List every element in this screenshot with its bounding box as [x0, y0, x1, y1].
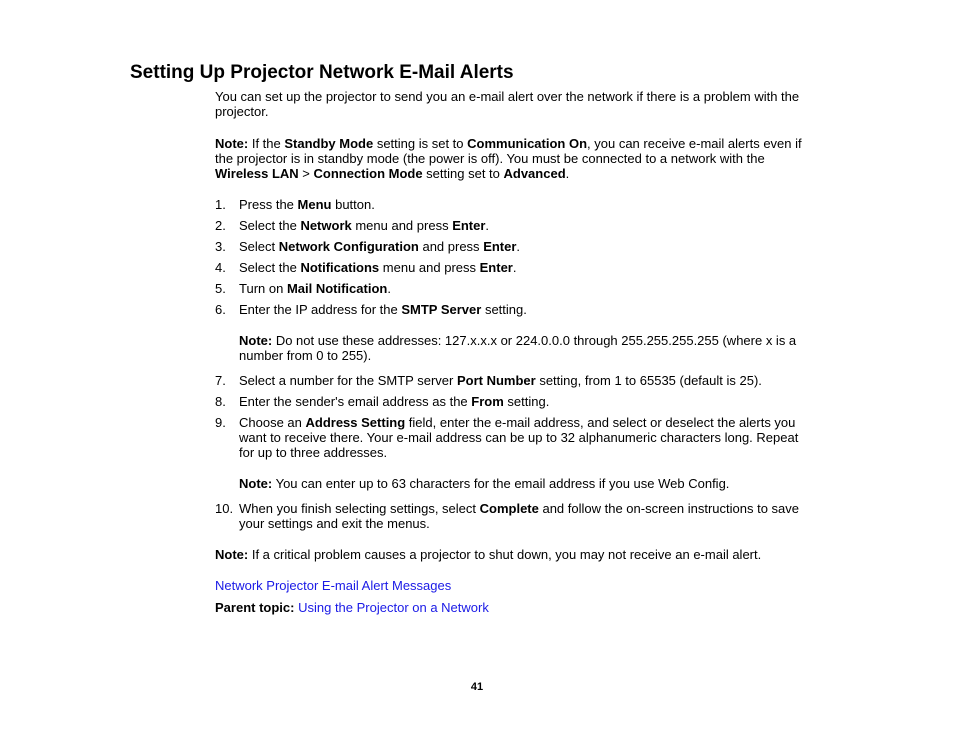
note-bold: Standby Mode	[284, 136, 374, 151]
step-bold: Notifications	[300, 260, 380, 275]
step-item	[215, 218, 815, 233]
step-text: setting, from 1 to 65535 (default is 25).	[535, 373, 762, 388]
note-text: Do not use these addresses: 127.x.x.x or 224.0.0.0 through 255.255.255.255 (where x is a number from 0 to 255).	[239, 333, 797, 363]
step-text: setting.	[503, 394, 550, 409]
step-number: 6.	[215, 302, 226, 317]
step-text: .	[516, 239, 521, 254]
step-number: 10.	[215, 501, 234, 516]
step-bold: Network Configuration	[278, 239, 419, 254]
step-number: 1.	[215, 197, 226, 212]
step-bold: Complete	[479, 501, 539, 516]
parent-topic	[215, 600, 815, 615]
step-bold: Menu	[297, 197, 332, 212]
step-text: and follow the on-screen instructions to save your settings and exit the menus.	[239, 501, 799, 531]
note-label: Note:	[239, 333, 273, 348]
step-bold: Enter	[483, 239, 517, 254]
step-text: Select	[239, 239, 279, 254]
parent-topic-label: Parent topic:	[215, 600, 295, 615]
intro-paragraph: You can set up the projector to send you an e-mail alert over the network if there is a problem with the projector.	[215, 89, 800, 119]
step-text: .	[387, 281, 391, 296]
step-item	[215, 302, 815, 363]
standby-note	[215, 136, 815, 181]
note-text: You can enter up to 63 characters for the email address if you use Web Config.	[272, 476, 730, 491]
parent-topic-link[interactable]: Using the Projector on a Network	[298, 600, 489, 615]
step-item	[215, 394, 815, 409]
note-label: Note:	[215, 547, 249, 562]
note-bold: Advanced	[503, 166, 566, 181]
note-text: , you can receive e-mail alerts even if the projector is in standby mode (the power is off). You must be connected to a network with the	[215, 136, 802, 166]
step-text: Turn on	[239, 281, 287, 296]
note-text: setting set to	[422, 166, 504, 181]
page-title: Setting Up Projector Network E-Mail Alerts	[130, 62, 514, 83]
step-text: and press	[418, 239, 484, 254]
note-bold: Wireless LAN	[215, 166, 299, 181]
step-text: Select the	[239, 218, 301, 233]
step-bold: SMTP Server	[401, 302, 482, 317]
step-bold: Port Number	[456, 373, 536, 388]
step-text: Enter the sender's email address as the	[239, 394, 472, 409]
note-text: setting is set to	[373, 136, 468, 151]
step-text: Press the	[239, 197, 298, 212]
step-number: 5.	[215, 281, 226, 296]
step-number: 3.	[215, 239, 226, 254]
step-text: menu and press	[351, 218, 453, 233]
step-text: Select the	[239, 260, 301, 275]
step-text: Enter the IP address for the	[239, 302, 402, 317]
step-item	[215, 239, 815, 254]
note-bold: Communication On	[467, 136, 588, 151]
note-label: Note:	[239, 476, 273, 491]
step-bold: From	[471, 394, 504, 409]
step-item	[215, 501, 815, 531]
step-number: 7.	[215, 373, 226, 388]
page-number: 41	[470, 681, 484, 693]
shutdown-note	[215, 547, 815, 562]
step-bold: Enter	[452, 218, 486, 233]
step-number: 9.	[215, 415, 226, 430]
content-body	[215, 89, 815, 615]
step-number: 8.	[215, 394, 226, 409]
note-text: .	[565, 166, 570, 181]
step-bold: Mail Notification	[286, 281, 388, 296]
step-item	[215, 197, 815, 212]
step-item	[215, 281, 815, 296]
step-number: 4.	[215, 260, 226, 275]
step-item	[215, 373, 815, 388]
note-text: >	[298, 166, 314, 181]
step-text: field, enter the e-mail address, and select or deselect the alerts you want to receive there. Your e-mail address can be up to 32 alphanumeric characters long. Repeat for up to three addresses.	[239, 415, 799, 460]
note-text: If the	[248, 136, 285, 151]
step-text: Choose an	[239, 415, 306, 430]
step-text: menu and press	[379, 260, 480, 275]
step-text: setting.	[481, 302, 527, 317]
step-item	[215, 415, 815, 491]
step-bold: Network	[300, 218, 352, 233]
step-text: When you finish selecting settings, select	[239, 501, 480, 516]
note-label: Note:	[215, 136, 249, 151]
steps-list	[215, 197, 815, 531]
step-text: .	[485, 218, 490, 233]
step-note	[239, 476, 815, 491]
alert-messages-link[interactable]: Network Projector E-mail Alert Messages	[215, 578, 452, 593]
step-text: Select a number for the SMTP server	[239, 373, 457, 388]
step-bold: Address Setting	[305, 415, 406, 430]
step-text: .	[512, 260, 517, 275]
step-number: 2.	[215, 218, 226, 233]
step-note	[239, 333, 815, 363]
related-topic	[215, 578, 815, 593]
step-bold: Enter	[479, 260, 513, 275]
step-text: button.	[331, 197, 375, 212]
note-text: If a critical problem causes a projector to shut down, you may not receive an e-mail alert.	[248, 547, 762, 562]
note-bold: Connection Mode	[313, 166, 423, 181]
step-item	[215, 260, 815, 275]
